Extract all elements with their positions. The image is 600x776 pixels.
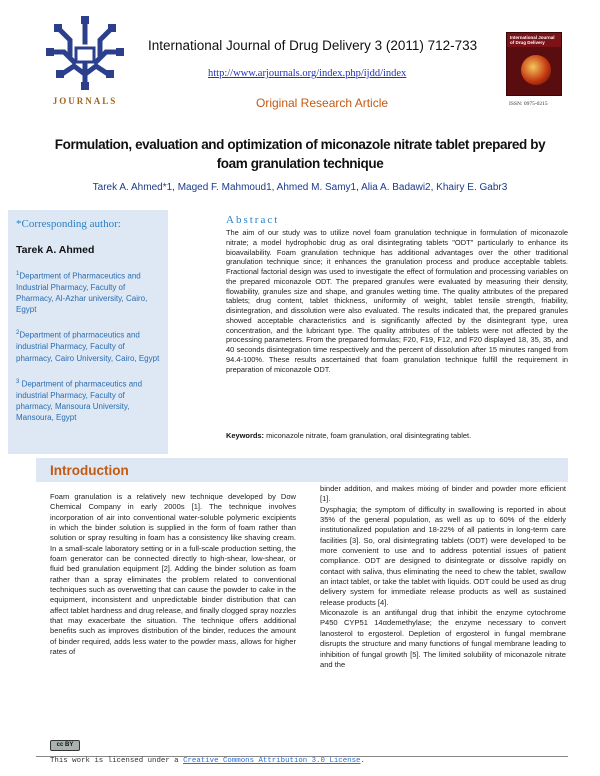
affiliation: $^1$Department of Pharmaceutics and Industrial Pharmacy, Faculty of Pharmacy, Al-Azhar university, Cairo, Egypt <box>16 271 148 315</box>
cover-title: International Journal of Drug Delivery <box>507 33 561 47</box>
journal-logo <box>40 12 130 104</box>
abstract-heading: Abstract <box>226 214 280 226</box>
paragraph: Foam granulation is a relatively new technique developed by Dow Chemical Company in early 2000s [1]. The technique involves incorporation of air into conventional water-soluble polymeric excipients in which the binder solution is supplied in the form of foam rather than solution or spray resulting in foam has a consistency like shaving cream. In a small-scale laboratory setting or in a full-scale production setting, the foam generator can be connected directly to high-shear, low-shear, or fluid bed granulation equipment [2]. Adding the binder solution as foam rather than a spray eliminates the problem related to conventional techniques such as overwetting that can cause the powder to cake in the equipment, inconsistent and unpredictable binder distribution that can affect tablet hardness and drug release, and finally clogged spray nozzles that may exacerbate the situation. The technique offers additional benefits such as improves distribution of the binder, reduces the amount of binder required, adds less water to the powder mass, allows for higher rates of <box>50 492 296 657</box>
cc-license-icon: cc BY <box>50 740 80 751</box>
introduction-heading: Introduction <box>50 463 129 478</box>
issn: ISSN: 0975-0215 <box>509 101 548 107</box>
license-link[interactable]: Creative Commons Attribution 3.0 License <box>183 757 361 765</box>
paragraph: Miconazole is an antifungal drug that inhibit the enzyme cytochrome P450 CYP51 14αdemethylase; the enzyme necessary to convert lanosterol to ergosterol. Depletion of ergosterol in fungal membrane disrupts the structure and many functions of fungal membrane leading to inhibition of fungal growth [5]. The limited solubility of miconazole nitrate and the <box>320 608 566 669</box>
affiliation: $^3$ Department of pharmaceutics and industrial Pharmacy, Faculty of pharmacy, Mansoura University, Mansoura, Egypt <box>16 378 143 422</box>
article-type: Original Research Article <box>256 96 389 110</box>
abstract-body: The aim of our study was to utilize novel foam granulation technique in formulation of miconazole nitrate; a model hydrophobic drug as oral disintegrating tablets "ODT" particularly to enhance its bioavailability. Foam granulation technique has additional advantages over the other traditional granulation technique since; it enhances the granulation process and produce acceptable tablets. Fractional factorial design was used to investigate the effect of formulation and processing variables on the prepared miconazole ODT. The prepared granules were evaluated by measuring their density, flowability, granules size and shape, and granules wetting time. The quality attributes of the prepared tablets; drug content, tablet thickness, uniformity of weight, tablet tensile strength, friability, disintegration, and dissolution were also evaluated. The results indicated that, the prepared granules showed acceptable characteristics and is significantly affected by the disintegrant type, urea concentration, and the lubricant type. The quality attributes of the tablets were not affected by the processing parameters. From the prepared formulas; F20, F19, F12, and F20 displayed 18, 35, 35, and 40 seconds disintegration time respectively and the percent of dissolution after 15 minutes ranged from 94.4-100%. These results ascertained that foam granulation technique fulfill the requirement in preparation of miconazole ODT. <box>226 228 568 374</box>
logo-text: JOURNALS <box>52 96 118 106</box>
cover-art <box>521 55 551 85</box>
corresponding-author-panel <box>8 210 168 454</box>
corresponding-author-name: Tarek A. Ahmed <box>16 244 95 256</box>
journal-title: International Journal of Drug Delivery 3 (2011) 712-733 <box>148 38 478 53</box>
keywords-list: miconazole nitrate, foam granulation, oral disintegrating tablet. <box>264 431 472 440</box>
introduction-column-right <box>320 484 566 670</box>
journal-logo-icon <box>40 12 130 96</box>
keywords-label: Keywords: <box>226 431 265 440</box>
paper-title: Formulation, evaluation and optimization of miconazole nitrate tablet prepared by foam granulation technique <box>54 137 546 171</box>
license-notice: This work is licensed under a Creative Commons Attribution 3.0 License. <box>50 757 365 765</box>
author-list: Tarek A. Ahmed*1, Maged F. Mahmoud1, Ahmed M. Samy1, Alia A. Badawi2, Khairy E. Gabr3 <box>92 182 508 193</box>
paragraph: binder addition, and makes mixing of binder and powder more efficient [1]. <box>320 484 566 504</box>
introduction-column-left <box>50 492 296 658</box>
keywords <box>226 431 568 441</box>
journal-cover-image <box>506 32 562 96</box>
corresponding-author-heading: *Corresponding author: <box>16 218 121 230</box>
journal-url-link[interactable]: http://www.arjournals.org/index.php/ijdd/index <box>208 68 407 79</box>
paragraph: Dysphagia; the symptom of difficulty in swallowing is reported in about 35% of the general population, as well as up to 60% of the elderly institutionalized population and 18-22% of all patients in long-term care facilities [3]. So, oral disintegrating tablets (ODT) were developed to be more convenient to use and to address potential issues of patient compliance. ODT are designed to disintegrate or dissolve rapidly on contact with saliva, thus eliminating the need to chew the tablet, swallow an intact tablet, or take the tablet with liquids. ODT could be used as drug delivery system for immediate release products as well as sustained release products [4]. <box>320 504 566 607</box>
affiliation: $^2$Department of pharmaceutics and industrial Pharmacy, Faculty of pharmacy, Cairo University, Cairo, Egypt <box>16 330 160 363</box>
